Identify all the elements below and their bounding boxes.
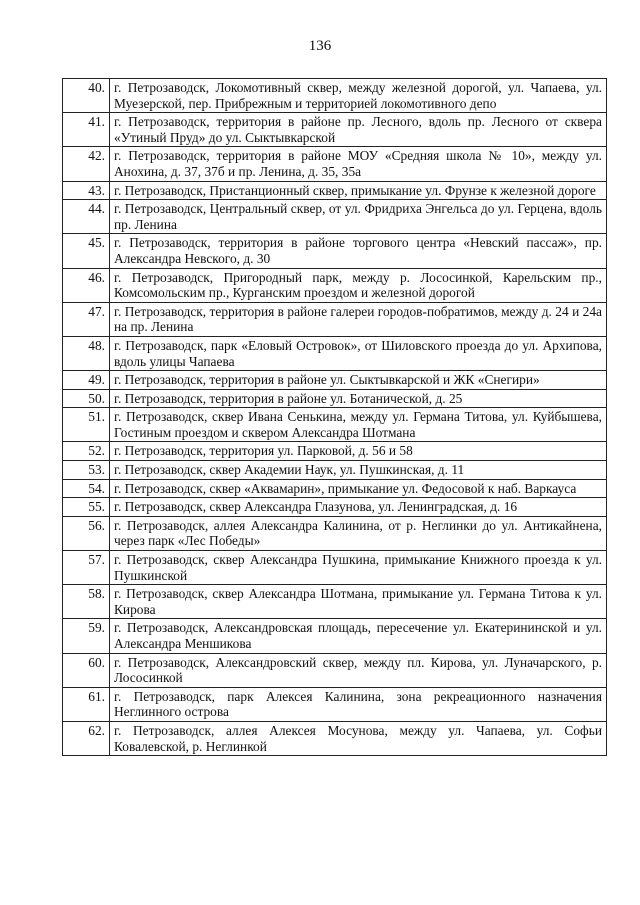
- row-number: 55.: [63, 498, 110, 517]
- row-number: 49.: [63, 371, 110, 390]
- table-row: [63, 147, 607, 181]
- table-row: [63, 653, 607, 687]
- table-row: [63, 408, 607, 442]
- row-description: г. Петрозаводск, сквер «Аквамарин», примыкание ул. Федосовой к наб. Варкауса: [110, 479, 607, 498]
- row-number: 41.: [63, 113, 110, 147]
- row-number: 61.: [63, 687, 110, 721]
- table-row: [63, 113, 607, 147]
- row-number: 56.: [63, 516, 110, 550]
- row-number: 48.: [63, 336, 110, 370]
- row-description: г. Петрозаводск, территория в районе ул. Ботанической, д. 25: [110, 389, 607, 408]
- table-row: [63, 721, 607, 755]
- row-description: г. Петрозаводск, Александровский сквер, между пл. Кирова, ул. Луначарского, р. Лососинкой: [110, 653, 607, 687]
- table-row: [63, 479, 607, 498]
- table-row: [63, 371, 607, 390]
- row-number: 59.: [63, 619, 110, 653]
- page-number: 136: [308, 38, 332, 54]
- row-number: 54.: [63, 479, 110, 498]
- row-description: г. Петрозаводск, Пригородный парк, между р. Лососинкой, Карельским пр., Комсомольским пр., Курганским проездом и железной дорогой: [110, 268, 607, 302]
- row-number: 40.: [63, 79, 110, 113]
- table-row: [63, 516, 607, 550]
- row-description: г. Петрозаводск, территория ул. Парковой, д. 56 и 58: [110, 442, 607, 461]
- row-number: 45.: [63, 234, 110, 268]
- table-row: [63, 619, 607, 653]
- row-description: г. Петрозаводск, Локомотивный сквер, между железной дорогой, ул. Чапаева, ул. Муезерской, пер. Прибрежным и территорией локомотивного депо: [110, 79, 607, 113]
- row-description: г. Петрозаводск, парк «Еловый Островок», от Шиловского проезда до ул. Архипова, вдоль улицы Чапаева: [110, 336, 607, 370]
- table-row: [63, 389, 607, 408]
- row-description: г. Петрозаводск, сквер Александра Глазунова, ул. Ленинградская, д. 16: [110, 498, 607, 517]
- table-row: [63, 181, 607, 200]
- row-description: г. Петрозаводск, сквер Александра Шотмана, примыкание ул. Германа Титова к ул. Кирова: [110, 585, 607, 619]
- table-row: [63, 302, 607, 336]
- table-row: [63, 79, 607, 113]
- row-number: 51.: [63, 408, 110, 442]
- row-number: 57.: [63, 551, 110, 585]
- row-number: 58.: [63, 585, 110, 619]
- row-number: 60.: [63, 653, 110, 687]
- row-number: 52.: [63, 442, 110, 461]
- row-number: 46.: [63, 268, 110, 302]
- row-number: 42.: [63, 147, 110, 181]
- row-description: г. Петрозаводск, сквер Александра Пушкина, примыкание Книжного проезда к ул. Пушкинской: [110, 551, 607, 585]
- row-description: г. Петрозаводск, Александровская площадь, пересечение ул. Екатерининской и ул. Александра Меншикова: [110, 619, 607, 653]
- row-description: г. Петрозаводск, аллея Александра Калинина, от р. Неглинки до ул. Антикайнена, через парк «Лес Победы»: [110, 516, 607, 550]
- row-description: г. Петрозаводск, территория в районе галереи городов-побратимов, между д. 24 и 24а на пр. Ленина: [110, 302, 607, 336]
- row-description: г. Петрозаводск, парк Алексея Калинина, зона рекреационного назначения Неглинного острова: [110, 687, 607, 721]
- row-number: 53.: [63, 461, 110, 480]
- row-number: 47.: [63, 302, 110, 336]
- row-description: г. Петрозаводск, территория в районе торгового центра «Невский пассаж», пр. Александра Невского, д. 30: [110, 234, 607, 268]
- row-description: г. Петрозаводск, сквер Ивана Сенькина, между ул. Германа Титова, ул. Куйбышева, Гостиным проездом и сквером Александра Шотмана: [110, 408, 607, 442]
- table-row: [63, 461, 607, 480]
- row-description: г. Петрозаводск, Центральный сквер, от ул. Фридриха Энгельса до ул. Герцена, вдоль пр. Ленина: [110, 200, 607, 234]
- table-row: [63, 234, 607, 268]
- table-row: [63, 585, 607, 619]
- row-description: г. Петрозаводск, Пристанционный сквер, примыкание ул. Фрунзе к железной дороге: [110, 181, 607, 200]
- row-description: г. Петрозаводск, территория в районе МОУ «Средняя школа № 10», между ул. Анохина, д. 37, 37б и пр. Ленина, д. 35, 35а: [110, 147, 607, 181]
- row-number: 62.: [63, 721, 110, 755]
- table-body: [63, 79, 607, 756]
- row-description: г. Петрозаводск, сквер Академии Наук, ул. Пушкинская, д. 11: [110, 461, 607, 480]
- table-row: [63, 551, 607, 585]
- row-number: 43.: [63, 181, 110, 200]
- table-row: [63, 498, 607, 517]
- row-number: 50.: [63, 389, 110, 408]
- row-description: г. Петрозаводск, территория в районе ул. Сыктывкарской и ЖК «Снегири»: [110, 371, 607, 390]
- row-description: г. Петрозаводск, территория в районе пр. Лесного, вдоль пр. Лесного от сквера «Утиный Пруд» до ул. Сыктывкарской: [110, 113, 607, 147]
- locations-table: [62, 78, 607, 756]
- row-number: 44.: [63, 200, 110, 234]
- table-row: [63, 336, 607, 370]
- table-row: [63, 200, 607, 234]
- table-row: [63, 687, 607, 721]
- table-row: [63, 268, 607, 302]
- row-description: г. Петрозаводск, аллея Алексея Мосунова, между ул. Чапаева, ул. Софьи Ковалевской, р. Неглинкой: [110, 721, 607, 755]
- table-row: [63, 442, 607, 461]
